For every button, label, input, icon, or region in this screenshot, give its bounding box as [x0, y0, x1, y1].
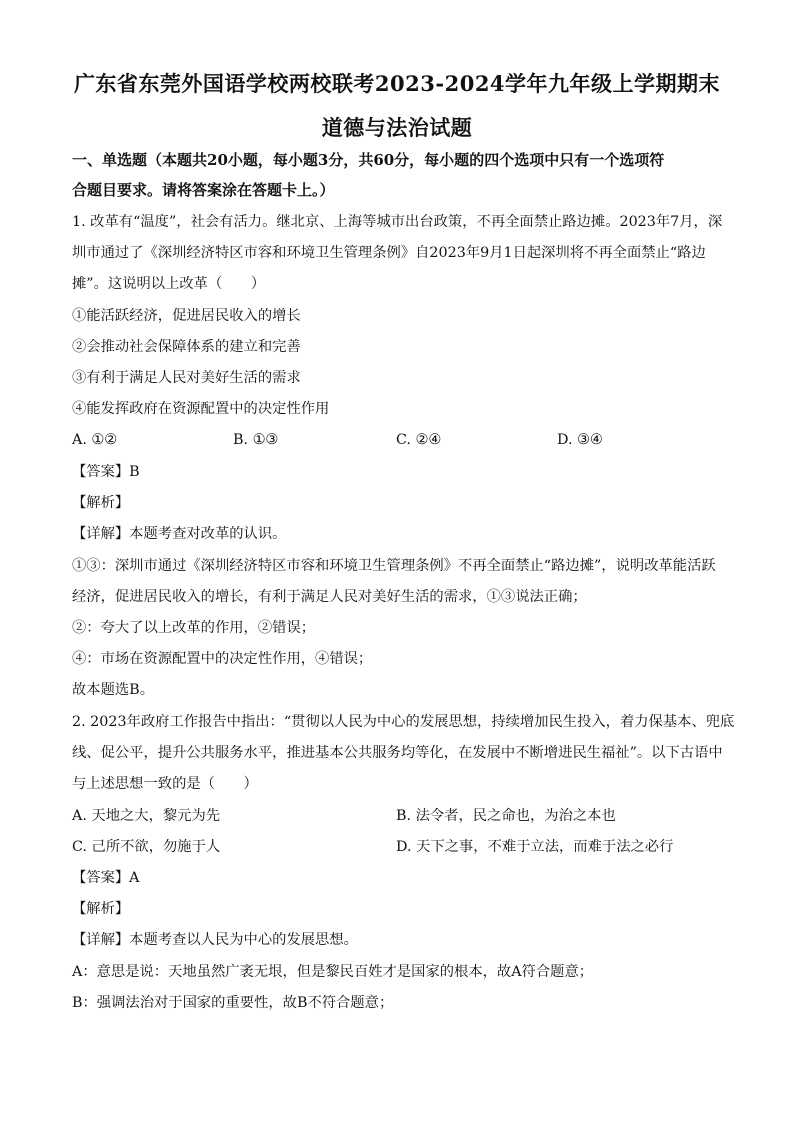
q1-stem-cont: 圳市通过了《深圳经济特区市容和环境卫生管理条例》自2023年9月1日起深圳将不再全面禁止“路边 [72, 245, 706, 261]
q2-explanation-a: A：意思是说：天地虽然广袤无垠，但是黎民百姓才是国家的根本，故A符合题意； [72, 964, 594, 980]
q1-option-b: B. ①③ [233, 432, 279, 448]
q2-option-d: D. 天下之事，不难于立法，而难于法之必行 [396, 839, 674, 855]
q1-option-d: D. ③④ [557, 432, 603, 448]
page-subtitle: 道德与法治试题 [321, 115, 473, 140]
page-title: 广东省东莞外国语学校两校联考2023-2024学年九年级上学期期末 [73, 71, 721, 96]
q1-conclusion: 故本题选B。 [72, 682, 154, 698]
q2-explanation-b: B：强调法治对于国家的重要性，故B不符合题意； [72, 995, 394, 1011]
q1-detail: 【详解】本题考查对改革的认识。 [72, 526, 287, 542]
q1-stem: 1. 改革有“温度”，社会有活力。继北京、上海等城市出台政策，不再全面禁止路边摊。2023年7月，深 [72, 214, 723, 230]
q2-option-a: A. 天地之大，黎元为先 [72, 808, 221, 824]
q2-stem: 2. 2023年政府工作报告中指出：“贯彻以人民为中心的发展思想，持续增加民生投入，着力保基本、兜底 [72, 714, 735, 730]
q2-analysis-label: 【解析】 [72, 901, 130, 917]
q2-answer: 【答案】A [72, 870, 140, 886]
q2-detail: 【详解】本题考查以人民为中心的发展思想。 [72, 932, 358, 948]
q2-option-b: B. 法令者，民之命也，为治之本也 [396, 808, 616, 824]
q1-explanation-1-cont: 经济，促进居民收入的增长，有利于满足人民对美好生活的需求，①③说法正确； [72, 589, 587, 605]
q1-item-1: ①能活跃经济，促进居民收入的增长 [72, 308, 301, 324]
q1-explanation-1: ①③：深圳市通过《深圳经济特区市容和环境卫生管理条例》不再全面禁止“路边摊”，说明改革能活跃 [72, 558, 716, 574]
q1-explanation-2: ②：夸大了以上改革的作用，②错误； [72, 620, 316, 636]
q2-stem-cont: 线、促公平，提升公共服务水平，推进基本公共服务均等化，在发展中不断增进民生福祉”。以下古语中 [72, 745, 723, 761]
q1-option-a: A. ①② [72, 432, 118, 448]
q1-stem-end: 摊”。这说明以上改革（ ） [72, 276, 266, 292]
section-heading: 一、单选题（本题共20小题，每小题3分，共60分，每小题的四个选项中只有一个选项符 [72, 151, 665, 169]
q1-item-3: ③有利于满足人民对美好生活的需求 [72, 370, 301, 386]
q1-analysis-label: 【解析】 [72, 495, 130, 511]
q1-explanation-3: ④：市场在资源配置中的决定性作用，④错误； [72, 651, 373, 667]
q1-item-2: ②会推动社会保障体系的建立和完善 [72, 339, 301, 355]
q2-stem-end: 与上述思想一致的是（ ） [72, 776, 258, 792]
q1-item-4: ④能发挥政府在资源配置中的决定性作用 [72, 401, 330, 417]
section-heading-cont: 合题目要求。请将答案涂在答题卡上。） [72, 181, 335, 199]
q1-option-c: C. ②④ [396, 432, 442, 448]
q1-answer: 【答案】B [72, 464, 140, 480]
q2-option-c: C. 己所不欲，勿施于人 [72, 839, 221, 855]
